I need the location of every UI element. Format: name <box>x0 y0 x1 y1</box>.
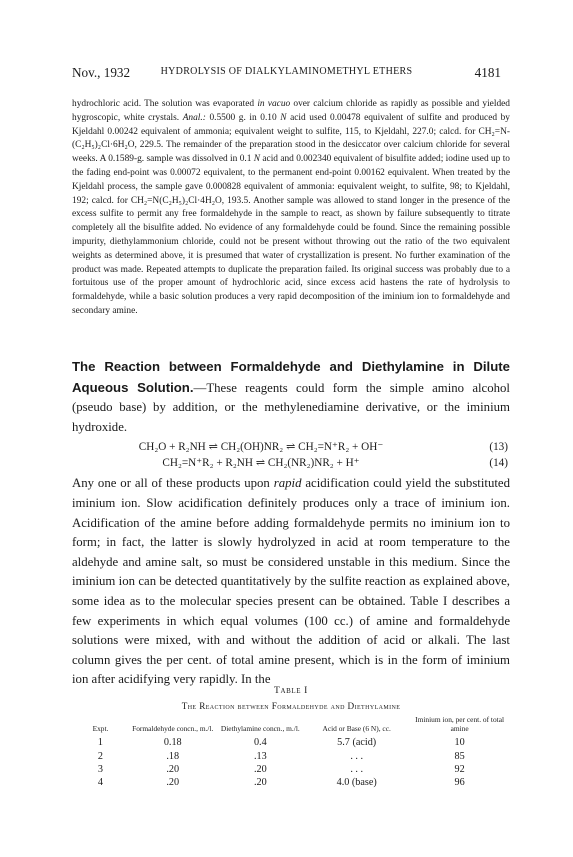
experimental-paragraph: hydrochloric acid. The solution was evaporated in vacuo over calcium chloride as rapidly as possible and yielded hygroscopic, white crystals. Anal.: 0.5500 g. in 0.10 N acid used 0.00478 equivalent of sulfite and produced by Kjeldahl 0.00242 equivalent of ammonia; equivalent weight to sulfite, 115, to Kjeldahl, 227.0; calcd. for CH₂=N-(C₂H₅)₂Cl·6H₂O, 229.5. The remainder of the preparation stood in the desiccator over calcium chloride for several weeks. A 0.1589-g. sample was dissolved in 0.1 N acid and 0.002340 equivalent of bisulfite added; iodine used up to the fading end-point was 0.00072 equivalent, to the permanent end-point 0.00162 equivalent. When treated by the Kjeldahl process, the sample gave 0.000828 equivalent of ammonia: equivalent weight, to sulfite, 98; to Kjeldahl, 192; calcd. for CH₂=N(C₂H₅)₂Cl·4H₂O, 193.5. Another sample was allowed to stand longer in the presence of the excess sulfite to permit any free formaldehyde in the sample to react, as shown by failure subsequently to titrate completely all the bisulfite added. No evidence of any formaldehyde could be found. Since the remaining possible impurity, diethylammonium chloride, could not be present without throwing out the ratio of the two equivalent weights as determined above, it is presumed that water of crystallization is present. No further examination of the product was made. Repeated attempts to duplicate the preparation failed. Its original success was probably due to a fortuitous use of the proper amount of hydrochloric acid, since excess acid hastens the rate of hydrolysis to formaldehyde, while a basic solution produces a very rapid decomposition of the iminium ion to formaldehyde and secondary amine. <box>72 99 510 316</box>
equation-number: (14) <box>489 457 508 470</box>
table-cell: . . . <box>350 764 364 775</box>
data-table <box>72 716 510 790</box>
table-cell: 4 <box>97 777 104 789</box>
equation-14 <box>72 454 510 470</box>
table-caption: The Reaction between Formaldehyde and Diethylamine <box>181 701 401 711</box>
equation-number: (13) <box>489 441 508 454</box>
table-cell: 92 <box>454 764 465 775</box>
table-row <box>72 763 510 776</box>
table-cell: 2 <box>97 750 104 762</box>
table-row <box>72 750 510 763</box>
column-header: Diethylamine concn., m./l. <box>220 723 300 733</box>
equation-13 <box>72 438 510 454</box>
header-title: HYDROLYSIS OF DIALKYLAMINOMETHYL ETHERS <box>160 66 413 77</box>
table-cell: .18 <box>166 750 180 762</box>
table-cell: 5.7 (acid) <box>337 737 377 749</box>
equations <box>72 438 510 470</box>
equation-text: CH₂=N⁺R₂ + R₂NH ⇌ CH₂(NR₂)NR₂ + H⁺ <box>162 457 360 470</box>
table-cell: 0.4 <box>253 737 267 749</box>
table-cell: .20 <box>166 764 180 775</box>
table-cell: 96 <box>454 777 465 789</box>
table-header-row <box>72 716 510 736</box>
section-formaldehyde-diethylamine <box>72 357 510 690</box>
section-intro: —These reagents could form the simple amino alcohol (pseudo base) by addition, or the methylenediamine derivative, or the iminium hydroxide. <box>72 380 510 434</box>
table-cell: 3 <box>97 764 104 775</box>
table-cell: 4.0 (base) <box>336 777 377 789</box>
page-number: 4181 <box>474 65 501 80</box>
table-cell: .20 <box>166 777 180 789</box>
table-cell: . . . <box>350 750 364 762</box>
equation-text: CH₂O + R₂NH ⇌ CH₂(OH)NR₂ ⇌ CH₂=N⁺R₂ + OH⁻ <box>138 441 384 454</box>
table-cell: .20 <box>253 777 267 789</box>
table-cell: 85 <box>454 750 465 762</box>
table-cell: 10 <box>454 737 465 749</box>
table-row <box>72 736 510 749</box>
section-heading: The Reaction between Formaldehyde and Diethylamine in Dilute Aqueous Solution. <box>72 359 510 395</box>
table-cell: .20 <box>253 764 267 775</box>
table-cell: 0.18 <box>163 737 182 749</box>
header-date: Nov., 1932 <box>72 65 131 80</box>
column-header: Expt. <box>92 723 109 733</box>
column-header: Iminium ion, per cent. of total amine <box>415 715 505 733</box>
column-header: Formaldehyde concn., m./l. <box>132 723 214 733</box>
table-row <box>72 776 510 789</box>
running-header <box>72 65 501 85</box>
table-label: Table I <box>274 685 308 696</box>
column-header: Acid or Base (6 N), cc. <box>322 723 391 733</box>
table-cell: .13 <box>253 750 267 762</box>
table-cell: 1 <box>97 737 104 749</box>
section-body: Any one or all of these products upon rapid acidification could yield the substituted iminium ion. Slow acidification definitely produces only a trace of iminium ion. Acidification of the amine before adding formaldehyde permits no iminium ion to form; in fact, the latter is slowly hydrolyzed in acid at room temperature to the aldehyde and amine salt, so must be considered unstable in this medium. Since the iminium ion can be detected quantitatively by the sulfite reaction as explained above, some idea as to the molecular species present can be obtained. Table I describes a few experiments in which equal volumes (100 cc.) of amine and formaldehyde solutions were mixed, with and without the addition of acid or alkali. The last column gives the per cent. of total amine present, which is in the form of iminium ion after acidifying very rapidly. In the <box>72 476 510 687</box>
